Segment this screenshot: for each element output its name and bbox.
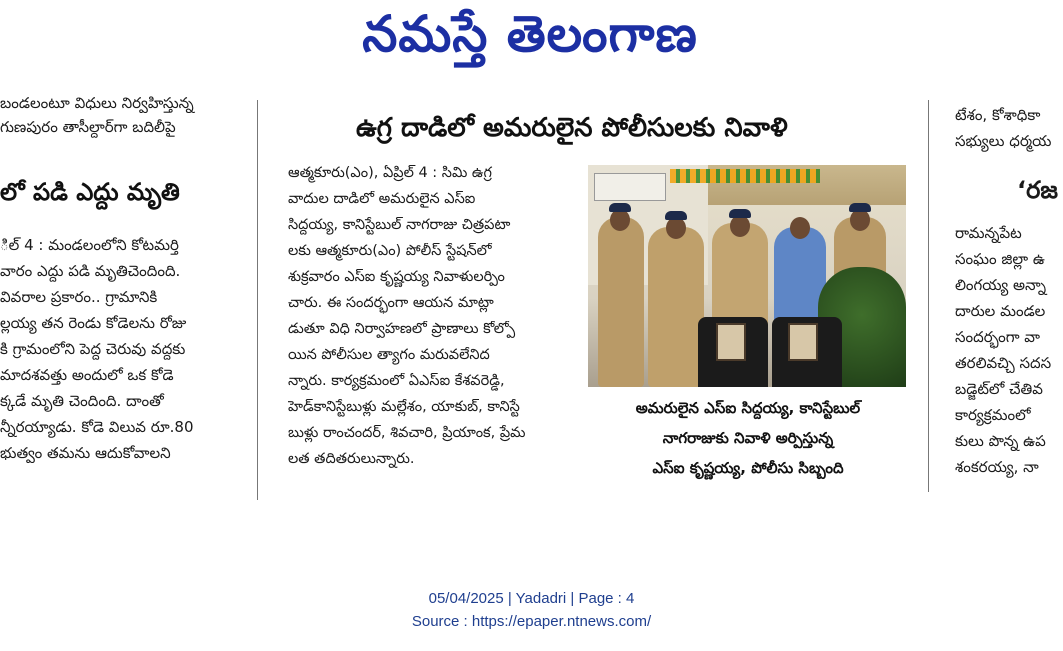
right-line: తరలివచ్చి సదస: [955, 354, 1052, 372]
right-headline: ‘రజ: [1017, 176, 1058, 204]
footer-date-edition: 05/04/2025 | Yadadri | Page : 4: [428, 590, 635, 607]
right-line: సందర్భంగా వా: [955, 328, 1041, 346]
article-body-line: సిద్దయ్య, కానిస్టేబుల్ నాగరాజు చిత్రపటా: [288, 217, 511, 233]
photo-caption-line: అమరులైన ఎస్ఐ సిద్దయ్య, కానిస్టేబుల్: [635, 399, 861, 417]
column-divider: [257, 100, 258, 500]
left-line: ిల్ 4 : మండలంలోని కోటమర్తి: [0, 236, 179, 254]
portrait-frame: [716, 323, 746, 361]
newspaper-logo: నమస్తే తెలంగాణ: [362, 4, 698, 63]
article-body-line: చారు. ఈ సందర్భంగా ఆయన మాట్లా: [288, 295, 494, 311]
article-body-line: లత తదితరులున్నారు.: [288, 451, 415, 467]
right-line: శంకరయ్య, నా: [955, 458, 1039, 476]
officer-cap: [609, 203, 631, 212]
left-line: న్నీరయ్యాడు. కోడె విలువ రూ.80: [0, 418, 194, 436]
article-body-line: ఆత్మకూరు(ఎం), ఏప్రిల్ 4 : సిమి ఉగ్ర: [288, 165, 492, 181]
right-top-line: టేశం, కోశాధికా: [955, 106, 1041, 124]
article-headline: ఉగ్ర దాడిలో అమరులైన పోలీసులకు నివాళి: [356, 113, 788, 143]
right-line: బడ్జెట్‌లో చేతివ: [955, 380, 1043, 398]
left-line: కి గ్రామంలోని పెద్ద చెరువు వద్దకు: [0, 340, 186, 358]
article-body-line: లకు ఆత్మకూరు(ఎం) పోలీస్ స్టేషన్‌లో: [288, 243, 492, 259]
article-body-line: డుతూ విధి నిర్వాహణలో ప్రాణాలు కోల్పో: [288, 321, 516, 337]
left-line: భుత్వం తమను ఆదుకోవాలని: [0, 444, 171, 462]
left-line: మాదశవత్తు అందులో ఒక కోడె: [0, 366, 174, 384]
right-line: దారుల మండల: [955, 302, 1046, 320]
right-column: [955, 92, 1063, 512]
article-body-line: హెడ్‌కానిస్టేబుళ్లు మల్లేశం, యాకుబ్, కానిస్టే: [288, 399, 520, 415]
right-top-line: సభ్యులు ధర్మయ: [955, 132, 1052, 150]
left-top-line: బండలంటూ విధులు నిర్వహిస్తున్న: [0, 94, 194, 112]
person-head: [790, 217, 810, 239]
article-body-line: బుళ్లు రాంచందర్, శివచారి, ప్రియాంక, ప్రేమ: [288, 425, 526, 441]
portrait-frame: [788, 323, 818, 361]
officer-cap: [729, 209, 751, 218]
officer-head: [610, 209, 630, 231]
article-photo: [588, 165, 906, 387]
right-line: రామన్నపేట: [955, 224, 1022, 242]
officer-head: [666, 217, 686, 239]
right-line: కార్యక్రమంలో: [955, 406, 1031, 424]
right-line: లింగయ్య అన్నా: [955, 276, 1047, 294]
left-column: [0, 92, 232, 512]
left-line: వివరాల ప్రకారం.. గ్రామానికి: [0, 288, 158, 306]
officer-head: [850, 209, 870, 231]
photo-caption-line: ఎస్ఐ కృష్ణయ్య, పోలీసు సిబ్బంది: [652, 459, 844, 477]
flower-garland: [670, 169, 820, 183]
article-body-line: వాదుల దాడిలో అమరులైన ఎస్ఐ: [288, 191, 476, 207]
article-body-line: యిన పోలీసుల త్యాగం మరువలేనిద: [288, 347, 490, 363]
right-line: సంఘం జిల్లా ఉ: [955, 250, 1045, 268]
left-line: వారం ఎద్దు పడి మృతిచెందింది.: [0, 262, 181, 280]
footer-source-link[interactable]: Source : https://epaper.ntnews.com/: [411, 613, 652, 630]
officer-head: [730, 215, 750, 237]
article-body-line: న్నారు. కార్యక్రమంలో ఏఎస్ఐ కేశవరెడ్డి,: [288, 373, 505, 389]
officer-cap: [849, 203, 871, 212]
masthead: [0, 0, 1063, 78]
officer-figure: [648, 227, 704, 387]
photo-caption-line: నాగరాజుకు నివాళి అర్పిస్తున్న: [662, 429, 834, 447]
right-line: కులు పొన్న ఉప: [955, 432, 1046, 450]
left-headline: లో పడి ఎద్దు మృతి: [0, 178, 180, 206]
left-line: ల్లయ్య తన రెండు కోడెలను రోజు: [0, 314, 187, 332]
left-line: క్కడే మృతి చెందింది. దాంతో: [0, 392, 164, 410]
station-sign: [594, 173, 666, 201]
officer-figure: [598, 217, 644, 387]
main-article: [268, 105, 928, 505]
column-divider: [928, 100, 929, 492]
left-top-line: గుణపురం తాసీల్దార్‌గా బదిలీపై: [0, 118, 176, 136]
article-body-line: శుక్రవారం ఎస్ఐ కృష్ణయ్య నివాళులర్పిం: [288, 269, 505, 285]
officer-cap: [665, 211, 687, 220]
